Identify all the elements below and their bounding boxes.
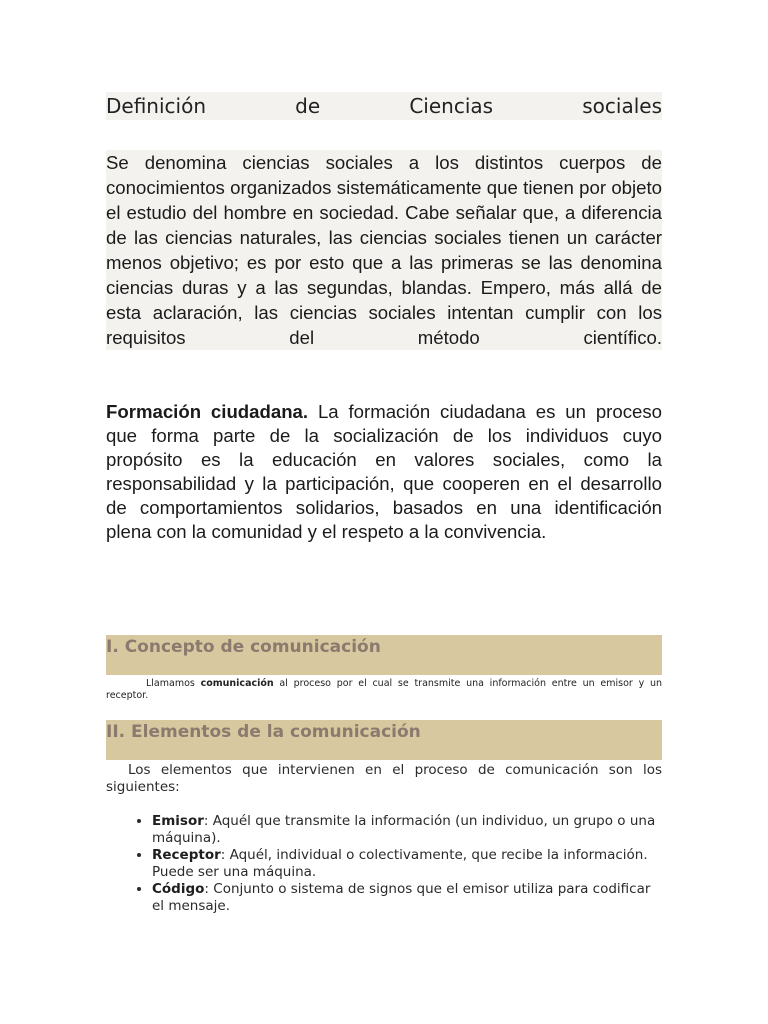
formacion-paragraph <box>106 400 662 544</box>
formacion-term: Formación ciudadana. <box>106 401 309 422</box>
concepto-term: comunicación <box>200 678 274 689</box>
heading-definicion <box>106 92 662 120</box>
heading-word: de <box>295 94 321 118</box>
ciencias-sociales-paragraph: Se denomina ciencias sociales a los distintos cuerpos de conocimientos organizados sistemáticamente que tienen por objeto el estudio del hombre en sociedad. Cabe señalar que, a diferencia de las ciencias naturales, las ciencias sociales tienen un carácter menos objetivo; es por esto que a las primeras se las denomina ciencias duras y a las segundas, blandas. Empero, más allá de esta aclaración, las ciencias sociales intentan cumplir con los requisitos del método científico. <box>106 152 662 348</box>
concepto-lead: Llamamos <box>146 678 201 689</box>
formacion-text: La formación ciudadana es un proceso que forma parte de la socialización de los individuos cuyo propósito es la educación en valores sociales, como la responsabilidad y la participación, que cooperen en el desarrollo de comportamientos solidarios, basados en una identificación plena con la comunidad y el respeto a la convivencia. <box>106 401 662 542</box>
heading-word: Ciencias <box>409 94 494 118</box>
elementos-intro: Los elementos que intervienen en el proceso de comunicación son los siguientes: <box>106 762 662 795</box>
heading-word: sociales <box>582 94 662 118</box>
section-title: II. Elementos de la comunicación <box>106 722 421 742</box>
list-item <box>152 847 662 881</box>
elementos-list <box>106 813 662 915</box>
heading-word: Definición <box>106 94 206 118</box>
section-title: I. Concepto de comunicación <box>106 637 381 657</box>
concepto-rest: al proceso por el cual se transmite una información entre un emisor y un receptor. <box>106 678 662 701</box>
list-item-term: Emisor <box>152 813 204 829</box>
list-item <box>152 813 662 847</box>
list-item-desc: : Aquél, individual o colectivamente, que recibe la información. Puede ser una máquina. <box>152 847 648 880</box>
section-heading-elementos <box>106 720 662 760</box>
list-item-desc: : Aquél que transmite la información (un individuo, un grupo o una máquina). <box>152 813 656 846</box>
list-item-term: Receptor <box>152 847 221 863</box>
section-heading-concepto <box>106 635 662 675</box>
list-item-term: Código <box>152 881 205 897</box>
list-item <box>152 881 662 915</box>
concepto-paragraph <box>106 678 662 702</box>
list-item-desc: : Conjunto o sistema de signos que el emisor utiliza para codificar el mensaje. <box>152 881 651 914</box>
